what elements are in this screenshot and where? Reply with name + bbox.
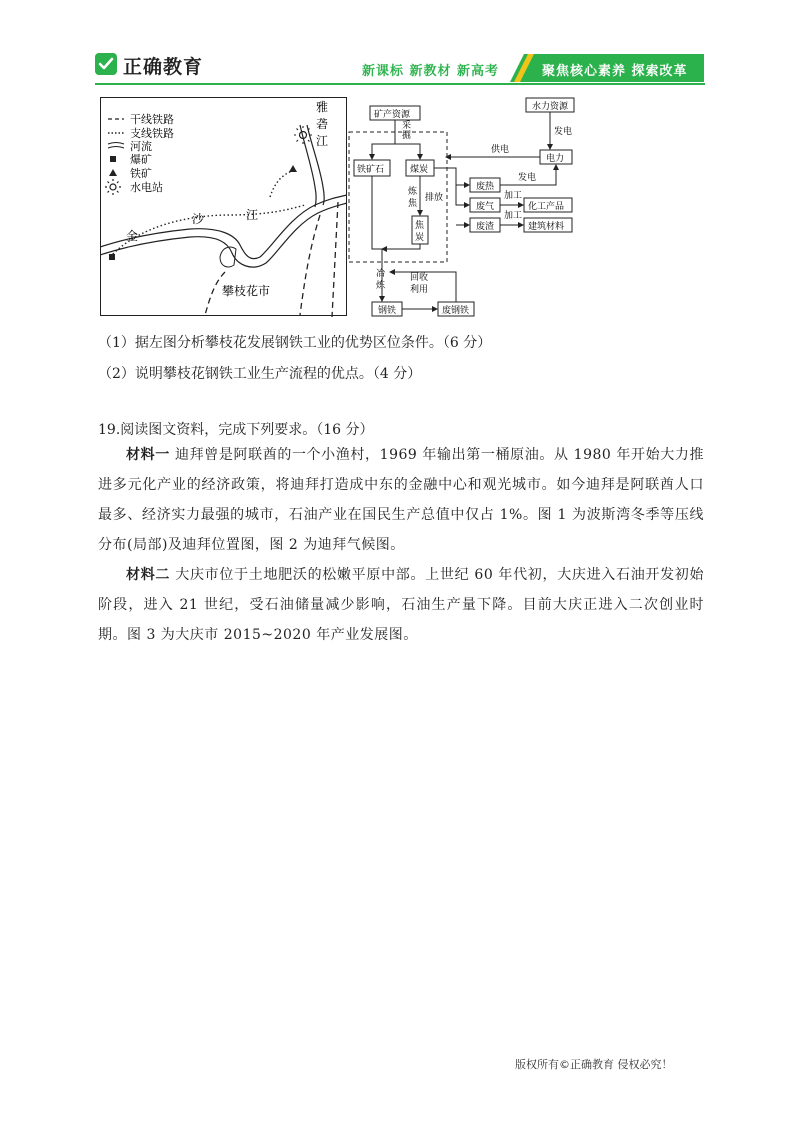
label-long: 砻 — [316, 117, 329, 131]
smelt-text-1: 冶 — [376, 269, 386, 279]
waste-gas-text: 废气 — [476, 202, 495, 212]
question-2: （2）说明攀枝花钢铁工业生产流程的优点。（4 分） — [98, 366, 422, 382]
waste-heat-text: 废热 — [476, 182, 495, 192]
chem-text: 化工产品 — [528, 202, 565, 212]
legend-hydropower: 水电站 — [130, 181, 163, 194]
legend-coal-mine: 爆矿 — [130, 153, 152, 166]
header-banner-text: 聚焦核心素养 探索改革 — [542, 64, 688, 79]
label-jiang2: 江 — [246, 208, 259, 222]
material-1-label: 材料一 — [126, 447, 170, 463]
coking-text-1: 炼 — [408, 187, 418, 197]
panzhihua-map — [100, 97, 348, 317]
header-divider — [95, 83, 705, 85]
mineral-text: 矿产资源 — [374, 110, 411, 120]
recycle-text-2: 利用 — [410, 285, 429, 295]
label-jin: 金 — [126, 229, 139, 243]
supply-text: 供电 — [491, 145, 510, 155]
steel-text: 钢铁 — [378, 306, 397, 316]
coal-mine-icon — [109, 254, 115, 260]
legend-branch-railway: 支线铁路 — [130, 127, 174, 140]
power-text: 电力 — [546, 154, 565, 164]
coal-text: 煤炭 — [410, 165, 429, 175]
recycle-text-1: 回收 — [410, 273, 429, 283]
label-sha: 沙 — [192, 212, 205, 226]
coke-text-2: 炭 — [415, 233, 425, 243]
building-text: 建筑材料 — [528, 222, 565, 232]
coking-text-2: 焦 — [408, 199, 418, 209]
material-1 — [98, 440, 704, 560]
mining-text-2: 掘 — [402, 131, 412, 141]
material-2-label: 材料二 — [126, 567, 171, 583]
emission-text: 排放 — [425, 193, 444, 203]
copyright-footer: 版权所有©正确教育 侵权必究！ — [515, 1058, 673, 1071]
brand-logo-icon — [95, 53, 117, 75]
power-gen-text: 发电 — [554, 127, 573, 137]
coke-text-1: 焦 — [415, 221, 425, 231]
legend-trunk-railway: 干线铁路 — [130, 113, 174, 126]
slag-text: 废渣 — [476, 222, 495, 232]
legend-river: 河流 — [130, 140, 152, 153]
material-2 — [98, 560, 704, 650]
label-jiang: 江 — [316, 134, 329, 148]
header-slogan: 新课标 新教材 新高考 — [362, 64, 500, 79]
mining-text-1: 采 — [402, 121, 412, 131]
label-ya: 雅 — [316, 100, 329, 114]
label-city: 攀枝花市 — [222, 284, 271, 298]
question-19: 19.阅读图文资料，完成下列要求。（16 分） — [98, 422, 374, 438]
steel-flow-diagram — [346, 94, 586, 320]
water-text: 水力资源 — [532, 102, 569, 112]
question-1: （1）据左图分析攀枝花发展钢铁工业的优势区位条件。（6 分） — [98, 335, 492, 351]
process1-text: 加工 — [504, 191, 523, 201]
coal-mine-legend-icon — [110, 156, 116, 162]
material-1-text: 迪拜曾是阿联酋的一个小渔村，1969 年输出第一桶原油。从 1980 年开始大力推进多元化产业的经济政策，将迪拜打造成中东的金融中心和观光城市。如今迪拜是阿联酋人口最多、经济实力最强的城市，石油产业在国民生产总值中仅占 1%。图 1 为波斯湾冬季等压线分布(局部)及迪拜位置图，图 2 为迪拜气候图。 — [98, 447, 705, 553]
legend-iron-mine: 铁矿 — [130, 167, 152, 180]
scrap-text: 废钢铁 — [442, 306, 470, 316]
gen2-text: 发电 — [518, 173, 537, 183]
smelt-text-2: 炼 — [376, 281, 386, 291]
iron-ore-text: 铁矿石 — [357, 165, 385, 175]
process2-text: 加工 — [504, 211, 523, 221]
material-2-text: 大庆市位于土地肥沃的松嫩平原中部。上世纪 60 年代初，大庆进入石油开发初始阶段，进入 21 世纪，受石油储量减少影响，石油生产量下降。目前大庆正进入二次创业时期。图 3 为大庆市 2015~2020 年产业发展图。 — [98, 567, 705, 643]
brand-name: 正确教育 — [123, 56, 204, 78]
